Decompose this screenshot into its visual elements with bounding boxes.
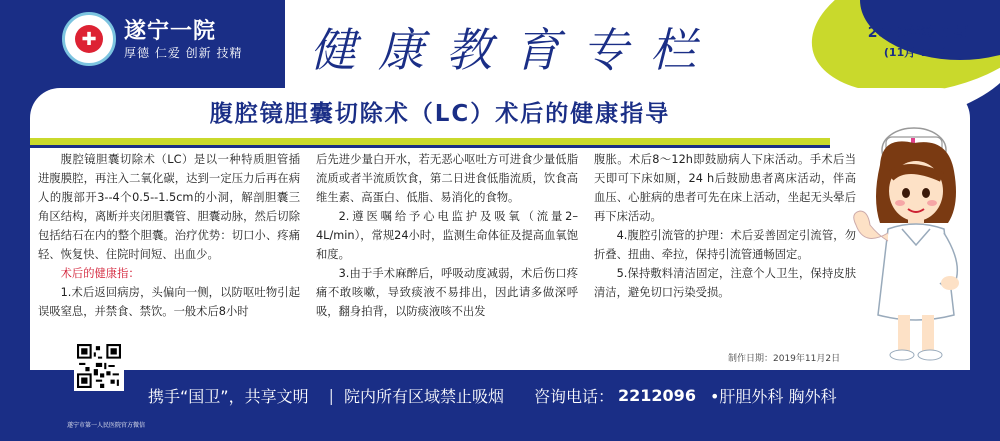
text-column-2: [316, 150, 578, 321]
logo-cross-mark: ✚: [75, 25, 103, 53]
footer-phone-number[interactable]: 2212096: [618, 385, 696, 405]
qr-caption: 遂宁市第一人民医院官方微信: [66, 422, 145, 429]
issue-number: 2019年第 6 期: [867, 25, 969, 41]
footer-phone-label: 咨询电话：: [534, 386, 615, 406]
hospital-name: 遂宁一院: [124, 19, 217, 44]
guidance-item-5: 5.保持敷料清洁固定，注意个人卫生，保持皮肤清洁，避免切口污染受损。: [594, 267, 856, 299]
title-underline-lime: [30, 138, 830, 145]
production-date: 制作日期：2019年11月2日: [728, 354, 841, 364]
article-title: 腹腔镜胆囊切除术（LC）术后的健康指导: [209, 101, 671, 127]
qr-code[interactable]: [74, 341, 124, 391]
footer-no-smoking: 院内所有区域禁止吸烟: [343, 386, 504, 406]
column-title: 健康教育专栏: [310, 23, 718, 77]
guidance-item-1-end: 后先进少量白开水，若无恶心呕吐方可进食少量低脂流质或者半流质饮食，第二日进食低脂流质，饮食高维生素、高蛋白、低脂、易消化的食物。: [316, 153, 578, 204]
footer-departments: •肝胆外科 胸外科: [709, 386, 837, 406]
issue-range: (11月–12月): [883, 46, 953, 59]
text-column-1: [38, 150, 300, 321]
footer-bar: [148, 380, 988, 410]
nurse-illustration: [836, 115, 996, 365]
guidance-item-2: 2.遵医嘱给予心电监护及吸氧（流量2–4L/min），常规24小时，监测生命体征及提高血氧饱和度。: [316, 210, 578, 261]
title-underline-navy: [30, 145, 830, 148]
text-column-3: [594, 150, 856, 302]
hospital-logo-icon: [62, 12, 116, 66]
guidance-item-1-start: 1.术后返回病房，头偏向一侧，以防呕吐物引起误吸窒息，并禁食、禁饮。一般术后8小时: [38, 286, 300, 318]
footer-slogan: 携手“国卫”，共享文明: [148, 386, 309, 406]
guidance-item-3-end: 腹胀。术后8～12h即鼓励病人下床活动。手术后当天即可下床如厕，24 h后鼓励患者离床活动，伴高血压、心脏病的患者可先在床上活动，坐起无头晕后再下床活动。: [594, 153, 856, 223]
hospital-motto: 厚德 仁爱 创新 技精: [124, 46, 243, 60]
qr-code-pattern: [77, 344, 121, 388]
guidance-item-3-start: 3.由于手术麻醉后，呼吸动度减弱，术后伤口疼痛不敢咳嗽，导致痰液不易排出，因此请多做深呼吸，翻身拍背，以防痰液咳不出发: [316, 267, 578, 318]
intro-paragraph: 腹腔镜胆囊切除术（LC）是以一种特质胆管插进腹膜腔，再注入二氧化碳，达到一定压力后再在病人的腹部开3--4个0.5--1.5cm的小洞，解剖胆囊三角区结构，离断并夹闭胆囊管、胆囊动脉，然后切除包括结石在内的整个胆囊。治疗优势：切口小、疼痛轻、恢复快、住院时间短、出血少。: [38, 153, 300, 261]
guidance-heading: 术后的健康指：: [60, 267, 140, 280]
guidance-item-4: 4.腹腔引流管的护理：术后妥善固定引流管，勿折叠、扭曲、牵拉，保持引流管通畅固定。: [594, 229, 856, 261]
footer-separator: |: [328, 385, 334, 405]
